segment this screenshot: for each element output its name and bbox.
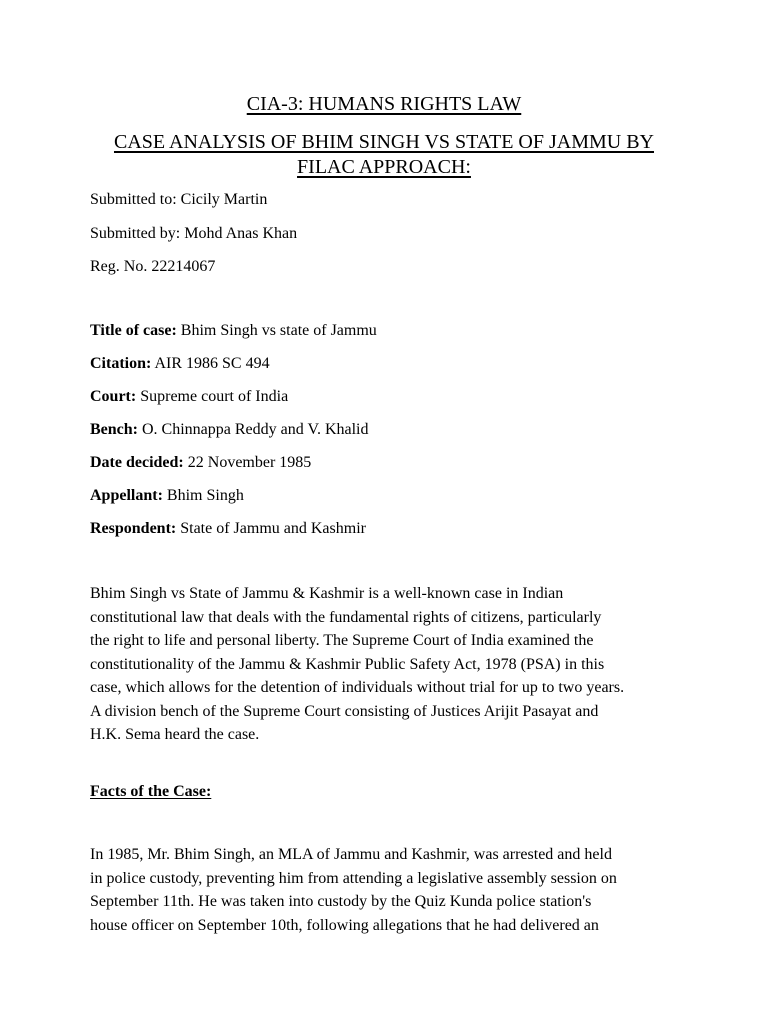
detail-value: O. Chinnappa Reddy and V. Khalid [138, 421, 369, 438]
facts-heading: Facts of the Case: [90, 783, 212, 800]
detail-citation [90, 355, 270, 373]
detail-label: Bench: [90, 421, 138, 438]
detail-label: Appellant: [90, 487, 163, 504]
detail-label: Court: [90, 388, 137, 405]
paragraph-line: case, which allows for the detention of individuals without trial for up to two years. [90, 679, 625, 696]
detail-respondent [90, 520, 366, 538]
detail-date-decided [90, 454, 311, 472]
detail-label: Citation: [90, 355, 152, 372]
detail-bench [90, 421, 369, 439]
subtitle-line-1: CASE ANALYSIS OF BHIM SINGH VS STATE OF JAMMU BY [113, 131, 654, 153]
document-subtitle [60, 130, 708, 180]
facts-paragraph [90, 843, 690, 937]
detail-title-of-case [90, 322, 377, 340]
detail-value: Supreme court of India [136, 388, 289, 405]
paragraph-line: In 1985, Mr. Bhim Singh, an MLA of Jammu and Kashmir, was arrested and held [90, 846, 612, 863]
detail-value: State of Jammu and Kashmir [176, 520, 366, 537]
detail-court [90, 388, 288, 406]
intro-paragraph [90, 582, 690, 747]
subtitle-line-2: FILAC APPROACH: [297, 156, 471, 178]
paragraph-line: in police custody, preventing him from attending a legislative assembly session on [90, 869, 617, 887]
registration-number: Reg. No. 22214067 [90, 258, 216, 275]
paragraph-line: Bhim Singh vs State of Jammu & Kashmir is a well-known case in Indian [90, 585, 564, 602]
detail-value: Bhim Singh vs state of Jammu [176, 322, 377, 339]
detail-value: 22 November 1985 [183, 454, 312, 471]
paragraph-line: constitutionality of the Jammu & Kashmir Public Safety Act, 1978 (PSA) in this [90, 655, 605, 673]
paragraph-line: house officer on September 10th, following allegations that he had delivered an [90, 916, 599, 934]
paragraph-line: the right to life and personal liberty. The Supreme Court of India examined the [90, 632, 594, 649]
submitted-by: Submitted by: Mohd Anas Khan [90, 225, 298, 242]
paragraph-line: September 11th. He was taken into custody by the Quiz Kunda police station's [90, 893, 592, 910]
detail-value: Bhim Singh [162, 487, 244, 504]
detail-value: AIR 1986 SC 494 [151, 355, 270, 372]
document-title: CIA-3: HUMANS RIGHTS LAW [246, 93, 522, 115]
detail-label: Title of case: [90, 322, 177, 339]
detail-label: Date decided: [90, 454, 184, 471]
paragraph-line: A division bench of the Supreme Court consisting of Justices Arijit Pasayat and [90, 702, 599, 720]
paragraph-line: H.K. Sema heard the case. [90, 726, 260, 743]
submitted-to: Submitted to: Cicily Martin [90, 191, 268, 208]
paragraph-line: constitutional law that deals with the fundamental rights of citizens, particularly [90, 608, 602, 626]
detail-appellant [90, 487, 244, 505]
detail-label: Respondent: [90, 520, 177, 537]
